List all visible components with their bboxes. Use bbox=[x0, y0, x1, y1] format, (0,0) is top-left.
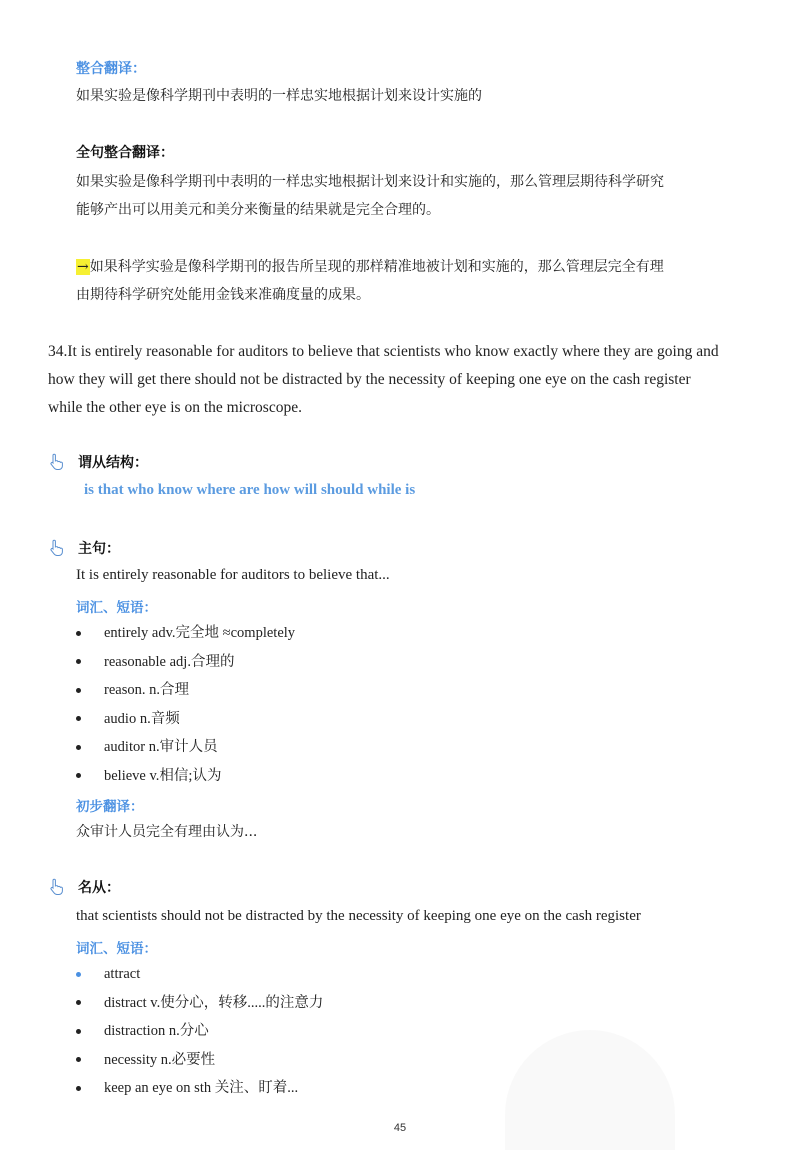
bullet-dot-icon bbox=[76, 716, 81, 721]
page-number: 45 bbox=[393, 1122, 407, 1134]
main-clause-vocab-list bbox=[76, 619, 295, 790]
bullet-dot-icon bbox=[76, 659, 81, 664]
list-item: believe v.相信;认为 bbox=[76, 762, 295, 791]
main-clause-section-heading bbox=[48, 538, 120, 558]
list-item: keep an eye on sth 关注、盯着... bbox=[76, 1074, 323, 1103]
structure-label: 谓从结构： bbox=[78, 455, 148, 471]
bullet-dot-icon bbox=[76, 972, 81, 977]
pointing-hand-icon bbox=[48, 539, 66, 557]
list-item: audio n.音频 bbox=[76, 705, 295, 734]
pointing-hand-icon bbox=[48, 453, 66, 471]
prelim-translation-text: 众审计人员完全有理由认为... bbox=[76, 824, 258, 840]
bullet-dot-icon bbox=[76, 1000, 81, 1005]
bullet-dot-icon bbox=[76, 631, 81, 636]
noun-clause-vocab-list bbox=[76, 960, 323, 1103]
bullet-dot-icon bbox=[76, 1057, 81, 1062]
structure-section-heading bbox=[48, 452, 148, 472]
revised-translation-line-2: 由期待科学研究处能用金钱来准确度量的成果。 bbox=[76, 287, 370, 303]
list-item: distract v.使分心，转移.....的注意力 bbox=[76, 989, 323, 1018]
noun-clause-text: that scientists should not be distracted by the necessity of keeping one eye on the cash register bbox=[76, 908, 641, 924]
structure-words: is that who know where are how will should while is bbox=[84, 482, 416, 498]
integrated-translation-label: 整合翻译： bbox=[76, 61, 146, 77]
full-translation-line-2: 能够产出可以用美元和美分来衡量的结果就是完全合理的。 bbox=[76, 202, 440, 218]
sentence-line-3: while the other eye is on the microscope. bbox=[48, 399, 302, 416]
list-item: necessity n.必要性 bbox=[76, 1046, 323, 1075]
noun-clause-section-heading bbox=[48, 877, 120, 897]
integrated-translation-text: 如果实验是像科学期刊中表明的一样忠实地根据计划来设计实施的 bbox=[76, 88, 482, 104]
noun-clause-label: 名从： bbox=[78, 880, 120, 896]
list-item: distraction n.分心 bbox=[76, 1017, 323, 1046]
bullet-dot-icon bbox=[76, 688, 81, 693]
sentence-line-1: 34.It is entirely reasonable for auditors to believe that scientists who know exactly where they are going and bbox=[48, 343, 719, 360]
revised-translation-line-1 bbox=[76, 253, 664, 281]
bullet-dot-icon bbox=[76, 745, 81, 750]
prelim-translation-label: 初步翻译： bbox=[76, 799, 144, 815]
main-clause-text: It is entirely reasonable for auditors to believe that... bbox=[76, 567, 390, 583]
list-item: entirely adv.完全地 ≈completely bbox=[76, 619, 295, 648]
bullet-dot-icon bbox=[76, 1029, 81, 1034]
list-item: attract bbox=[76, 960, 323, 989]
revised-translation-text-1: 如果科学实验是像科学期刊的报告所呈现的那样精准地被计划和实施的，那么管理层完全有理 bbox=[89, 259, 664, 275]
noun-clause-vocab-label: 词汇、短语： bbox=[76, 941, 157, 957]
full-translation-label: 全句整合翻译： bbox=[76, 145, 174, 161]
full-translation-line-1: 如果实验是像科学期刊中表明的一样忠实地根据计划来设计和实施的，那么管理层期待科学研究 bbox=[76, 174, 664, 190]
main-clause-label: 主句： bbox=[78, 541, 120, 557]
list-item: auditor n.审计人员 bbox=[76, 733, 295, 762]
highlighted-arrow-icon: → bbox=[77, 259, 89, 275]
list-item: reasonable adj.合理的 bbox=[76, 648, 295, 677]
list-item: reason. n.合理 bbox=[76, 676, 295, 705]
sentence-line-2: how they will get there should not be distracted by the necessity of keeping one eye on the cash register bbox=[48, 371, 691, 388]
bullet-dot-icon bbox=[76, 773, 81, 778]
bullet-dot-icon bbox=[76, 1086, 81, 1091]
main-clause-vocab-label: 词汇、短语： bbox=[76, 600, 157, 616]
pointing-hand-icon bbox=[48, 878, 66, 896]
